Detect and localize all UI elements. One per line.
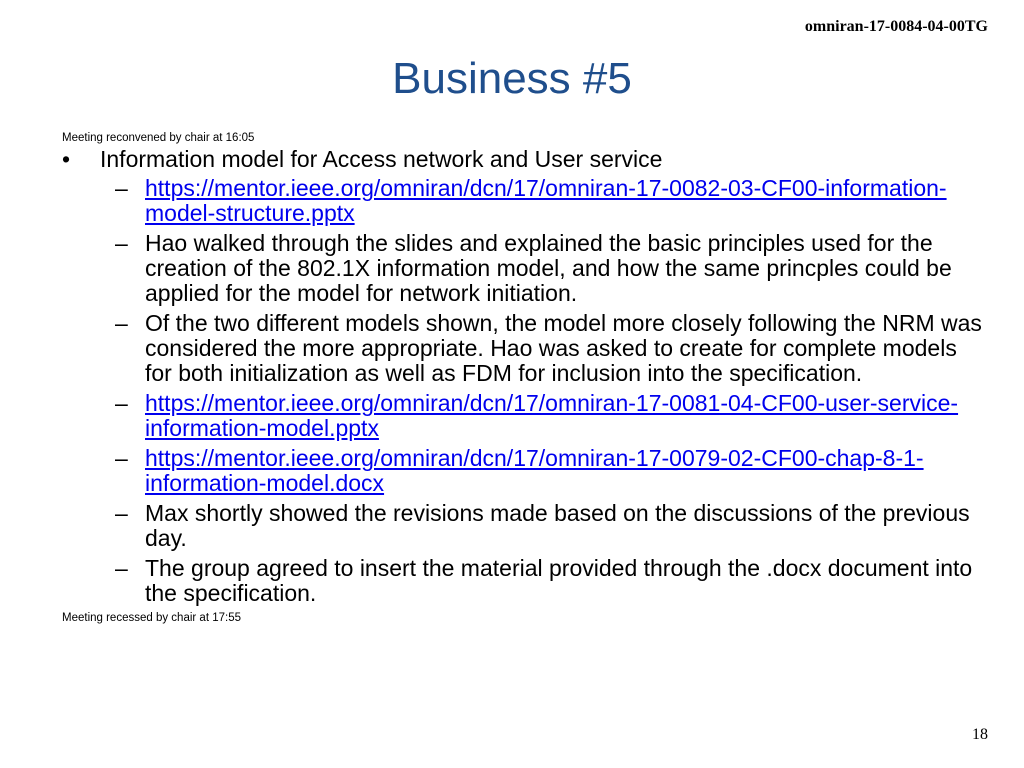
list-item-hao-walkthrough (115, 230, 982, 306)
sub-items-list (62, 176, 982, 606)
dash-mark: – (115, 310, 128, 336)
list-item-models-comparison (115, 310, 982, 386)
link-user-service-information-model[interactable]: https://mentor.ieee.org/omniran/dcn/17/omniran-17-0081-04-CF00-user-service-information-model.pptx (145, 390, 959, 441)
dash-mark: – (115, 175, 128, 201)
bullet-text: Information model for Access network and User service (100, 146, 663, 172)
list-item-max-revisions (115, 500, 982, 551)
dash-mark: – (115, 230, 128, 256)
item-text: Max shortly showed the revisions made based on the discussions of the previous day. (145, 500, 970, 551)
document-id: omniran-17-0084-04-00TG (804, 18, 988, 35)
meeting-reconvened-note: Meeting reconvened by chair at 16:05 (62, 132, 255, 144)
item-text: The group agreed to insert the material provided through the .docx document into the specification. (145, 555, 973, 606)
dash-mark: – (115, 445, 128, 471)
meeting-recessed-note: Meeting recessed by chair at 17:55 (62, 612, 241, 624)
list-item-link-chap-8-1 (115, 445, 982, 496)
list-item-link-structure (115, 175, 982, 226)
slide-content (62, 131, 982, 626)
bullet-information-model (62, 147, 982, 172)
item-text: Of the two different models shown, the model more closely following the NRM was considered the more appropriate. Hao was asked to create for complete models for both initialization as well as FDM for inclusion into the specification. (145, 310, 982, 386)
list-item-group-agreement (115, 555, 982, 606)
bullet-mark: • (62, 146, 71, 172)
dash-mark: – (115, 500, 128, 526)
link-chap-8-1-information-model[interactable]: https://mentor.ieee.org/omniran/dcn/17/omniran-17-0079-02-CF00-chap-8-1-information-model.docx (145, 445, 924, 496)
dash-mark: – (115, 555, 128, 581)
item-text: Hao walked through the slides and explained the basic principles used for the creation of the 802.1X information model, and how the same princples could be applied for the model for network initiation. (145, 230, 952, 306)
list-item-link-user-service (115, 390, 982, 441)
slide-title: Business #5 (392, 54, 632, 103)
link-information-model-structure[interactable]: https://mentor.ieee.org/omniran/dcn/17/omniran-17-0082-03-CF00-information-model-structure.pptx (145, 175, 947, 226)
page-number: 18 (972, 726, 988, 743)
dash-mark: – (115, 390, 128, 416)
